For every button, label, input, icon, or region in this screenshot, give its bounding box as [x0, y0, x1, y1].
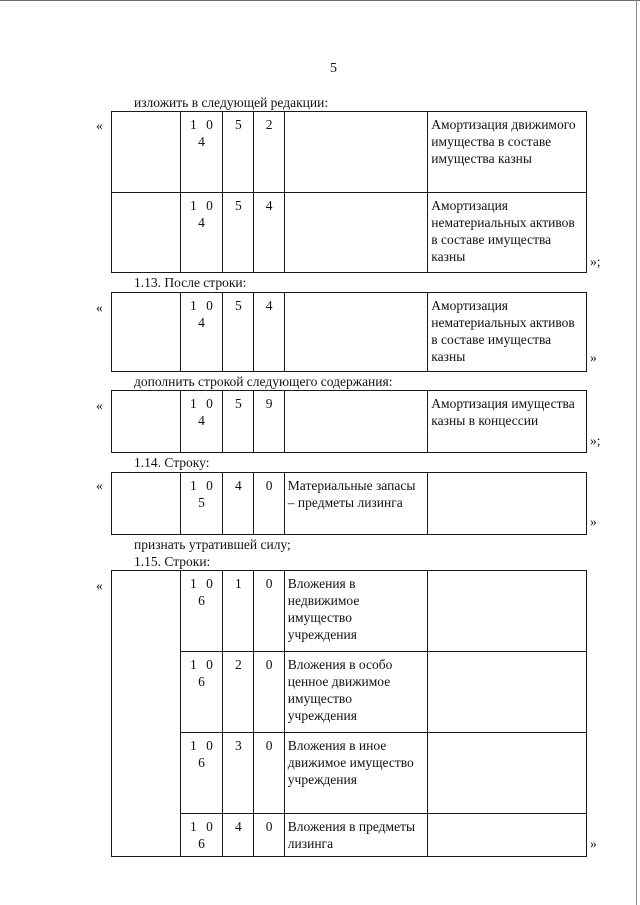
table-row: [112, 571, 587, 652]
code-cell: 1 0 4: [180, 112, 222, 193]
close-quote: »: [590, 350, 597, 365]
empty-cell: [112, 293, 181, 372]
right-cell: [428, 733, 587, 814]
description-cell: Вложения в предметы лизинга: [284, 814, 428, 857]
empty-cell: [112, 193, 181, 273]
subgroup-cell: 2: [254, 112, 284, 193]
table-row: [112, 112, 587, 193]
table-1: [111, 111, 587, 273]
description-cell: Вложения в недвижимое имущество учреждения: [284, 571, 428, 652]
table-row: [112, 814, 587, 857]
code-cell: 1 0 6: [180, 733, 222, 814]
open-quote: «: [96, 118, 103, 133]
open-quote: «: [96, 398, 103, 413]
subgroup-cell: 0: [254, 652, 284, 733]
table-row: [112, 652, 587, 733]
description-cell: Амортизация нематериальных активов в составе имущества казны: [428, 293, 587, 372]
code-cell: 1 0 6: [180, 652, 222, 733]
right-cell: [428, 814, 587, 857]
table-row: [112, 733, 587, 814]
subgroup-cell: 0: [254, 571, 284, 652]
group-cell: 5: [223, 391, 254, 453]
mid-cell: [284, 391, 428, 453]
description-cell: Амортизация имущества казны в концессии: [428, 391, 587, 453]
code-cell: 1 0 4: [180, 293, 222, 372]
open-quote: «: [96, 578, 103, 593]
table-row: [112, 193, 587, 273]
group-cell: 3: [223, 733, 254, 814]
empty-cell: [112, 473, 181, 535]
subgroup-cell: 4: [254, 293, 284, 372]
table-3: [111, 390, 587, 453]
table-row: [112, 293, 587, 372]
instruction-line: дополнить строкой следующего содержания:: [134, 374, 393, 389]
instruction-line: изложить в следующей редакции:: [134, 95, 329, 110]
section-heading: 1.13. После строки:: [134, 275, 247, 290]
right-cell: [428, 571, 587, 652]
empty-cell: [112, 571, 181, 857]
page-top-edge: [0, 0, 640, 1]
mid-cell: [284, 193, 428, 273]
group-cell: 5: [223, 293, 254, 372]
group-cell: 5: [223, 193, 254, 273]
table-row: [112, 473, 587, 535]
table-4: [111, 472, 587, 535]
group-cell: 2: [223, 652, 254, 733]
right-cell: [428, 652, 587, 733]
group-cell: 4: [223, 473, 254, 535]
subgroup-cell: 4: [254, 193, 284, 273]
description-cell: Амортизация нематериальных активов в составе имущества казны: [428, 193, 587, 273]
description-cell: Материальные запасы – предметы лизинга: [284, 473, 428, 535]
page-number: 5: [330, 61, 337, 76]
table-2: [111, 292, 587, 372]
instruction-line: признать утратившей силу;: [134, 537, 291, 552]
close-quote: »: [590, 514, 597, 529]
section-heading: 1.14. Строку:: [134, 455, 210, 470]
close-quote: »;: [590, 254, 601, 269]
mid-cell: [284, 112, 428, 193]
code-cell: 1 0 4: [180, 391, 222, 453]
mid-cell: [284, 293, 428, 372]
empty-cell: [112, 112, 181, 193]
table-5: [111, 570, 587, 857]
subgroup-cell: 0: [254, 473, 284, 535]
close-quote: »;: [590, 433, 601, 448]
close-quote: »: [590, 836, 597, 851]
open-quote: «: [96, 478, 103, 493]
group-cell: 5: [223, 112, 254, 193]
subgroup-cell: 0: [254, 733, 284, 814]
code-cell: 1 0 6: [180, 571, 222, 652]
description-cell: Вложения в иное движимое имущество учреждения: [284, 733, 428, 814]
subgroup-cell: 9: [254, 391, 284, 453]
group-cell: 4: [223, 814, 254, 857]
empty-cell: [112, 391, 181, 453]
right-cell: [428, 473, 587, 535]
section-heading: 1.15. Строки:: [134, 554, 211, 569]
table-row: [112, 391, 587, 453]
page-right-edge: [636, 0, 637, 905]
code-cell: 1 0 4: [180, 193, 222, 273]
description-cell: Амортизация движимого имущества в составе имущества казны: [428, 112, 587, 193]
subgroup-cell: 0: [254, 814, 284, 857]
description-cell: Вложения в особо ценное движимое имущество учреждения: [284, 652, 428, 733]
open-quote: «: [96, 300, 103, 315]
code-cell: 1 0 6: [180, 814, 222, 857]
code-cell: 1 0 5: [180, 473, 222, 535]
group-cell: 1: [223, 571, 254, 652]
